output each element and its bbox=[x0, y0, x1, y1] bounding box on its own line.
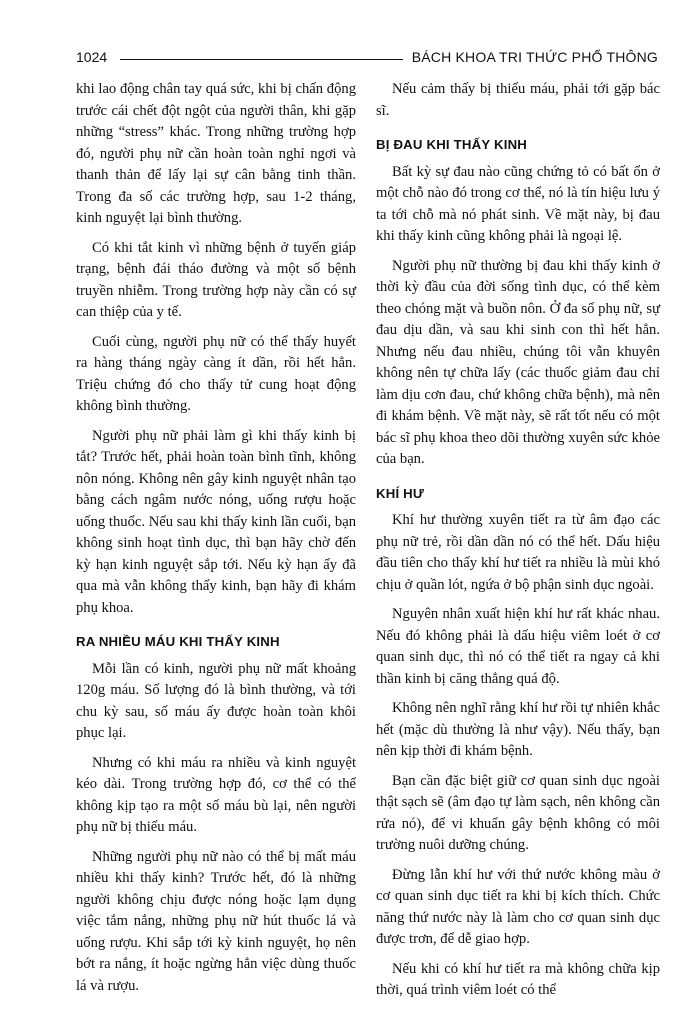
paragraph: Bất kỳ sự đau nào cũng chứng tỏ có bất ổn ở một chỗ nào đó trong cơ thể, nó là tín hiệu lưu ý ta tới chỗ mà nó phát sinh. Về mặt này, bị đau khi thấy kinh cũng không phải là ngoại lệ. bbox=[376, 163, 660, 244]
paragraph: Có khi tắt kinh vì những bệnh ở tuyến giáp trạng, bệnh đái tháo đường và một số bệnh truyền nhiễm. Trong trường hợp này cần có sự can thiệp của y tế. bbox=[76, 239, 356, 320]
paragraph: Người phụ nữ thường bị đau khi thấy kinh ở thời kỳ đầu của đời sống tình dục, có thể kèm theo chóng mặt và buồn nôn. Ở đa số phụ nữ, sự đau dịu dần, và sau khi sinh con thì hết hẳn. Nhưng nếu đau nhiều, chúng tôi vẫn khuyên không nên tự chữa lấy (các thuốc giảm đau chỉ làm dịu cơn đau, chứ không chữa bệnh), mà nên đi khám bệnh. Về mặt này, sẽ rất tốt nếu có một bác sĩ phụ khoa theo dõi thường xuyên sức khỏe của bạn. bbox=[376, 257, 660, 467]
paragraph: Cuối cùng, người phụ nữ có thể thấy huyết ra hàng tháng ngày càng ít dần, rồi hết hẳn. Triệu chứng đó cho thấy tử cung hoạt động không bình thường. bbox=[76, 333, 356, 414]
header-rule bbox=[120, 59, 403, 60]
paragraph: Nguyên nhân xuất hiện khí hư rất khác nhau. Nếu đó không phải là dấu hiệu viêm loét ở cơ quan sinh dục, thì nó có thể tiết ra ngay cả khi thần kinh bị căng thẳng quá độ. bbox=[376, 606, 660, 687]
paragraph: Nếu cảm thấy bị thiếu máu, phải tới gặp bác sĩ. bbox=[376, 81, 660, 119]
section-heading: KHÍ HƯ bbox=[376, 485, 425, 501]
right-column bbox=[376, 79, 660, 1010]
paragraph: Người phụ nữ phải làm gì khi thấy kinh bị tắt? Trước hết, phải hoàn toàn bình tĩnh, không nôn nóng. Không nên gây kinh nguyệt nhân tạo bằng cách ngâm nước nóng, uống rượu hoặc uống thuốc. Nếu sau khi thấy kinh lần cuối, bạn không sinh hoạt tình dục, thì bạn hãy chờ đến kỳ hạn kinh nguyệt sắp tới. Nếu kỳ hạn ấy đã qua mà vẫn không thấy kinh, bạn hãy đi khám phụ khoa. bbox=[76, 427, 356, 616]
paragraph: khi lao động chân tay quá sức, khi bị chấn động trước cái chết đột ngột của người thân, khi gặp những “stress” khác. Trong những trường hợp đó, người phụ nữ cần hoàn toàn nghỉ ngơi và thanh thản để lấy lại sự cân bằng tinh thần. Trong đa số các trường hợp, sau 1-2 tháng, kinh nguyệt lại bình thường. bbox=[76, 81, 356, 226]
paragraph: Khí hư thường xuyên tiết ra từ âm đạo các phụ nữ trẻ, rồi dần dần nó có thể hết. Dấu hiệu đầu tiên cho thấy khí hư tiết ra nhiều là mùi khó chịu ở quần lót, ngứa ở bộ phận sinh dục ngoài. bbox=[376, 512, 660, 593]
paragraph: Nếu khi có khí hư tiết ra mà không chữa kịp thời, quá trình viêm loét có thể bbox=[376, 960, 660, 998]
page-header bbox=[76, 49, 658, 69]
running-title: BÁCH KHOA TRI THỨC PHỔ THÔNG bbox=[411, 49, 658, 65]
paragraph: Bạn cần đặc biệt giữ cơ quan sinh dục ngoài thật sạch sẽ (âm đạo tự làm sạch, nên không cần rửa nó), để vi khuẩn gây bệnh không có môi trường nuôi dưỡng chúng. bbox=[376, 772, 660, 853]
paragraph: Những người phụ nữ nào có thể bị mất máu nhiều khi thấy kinh? Trước hết, đó là những người không chịu được nóng hoặc lạm dụng việc tắm nắng, những phụ nữ hút thuốc lá và uống rượu. Khi sắp tới kỳ kinh nguyệt, họ nên bớt ra nắng, ít hoặc ngừng hẳn việc dùng thuốc lá và rượu. bbox=[76, 848, 356, 994]
left-column bbox=[76, 79, 356, 1005]
paragraph: Nhưng có khi máu ra nhiều và kinh nguyệt kéo dài. Trong trường hợp đó, cơ thể có thể không kịp tạo ra một số máu bù lại, nên người phụ nữ bị thiếu máu. bbox=[76, 754, 356, 835]
page-number: 1024 bbox=[76, 49, 108, 65]
paragraph: Mỗi lần có kinh, người phụ nữ mất khoảng 120g máu. Số lượng đó là bình thường, và tới chu kỳ sau, số máu ấy được hoàn toàn khôi phục lại. bbox=[76, 660, 356, 741]
section-heading: RA NHIỀU MÁU KHI THẤY KINH bbox=[76, 634, 280, 649]
paragraph: Đừng lẫn khí hư với thứ nước không màu ở cơ quan sinh dục tiết ra khi bị kích thích. Chức năng thứ nước này là làm cho cơ quan sinh dục được trơn, để dễ giao hợp. bbox=[376, 866, 660, 947]
section-heading: BỊ ĐAU KHI THẤY KINH bbox=[376, 137, 528, 152]
paragraph: Không nên nghĩ rằng khí hư rồi tự nhiên khắc hết (mặc dù thường là như vậy). Nếu thấy, bạn nên kịp thời đi khám bệnh. bbox=[376, 700, 660, 759]
